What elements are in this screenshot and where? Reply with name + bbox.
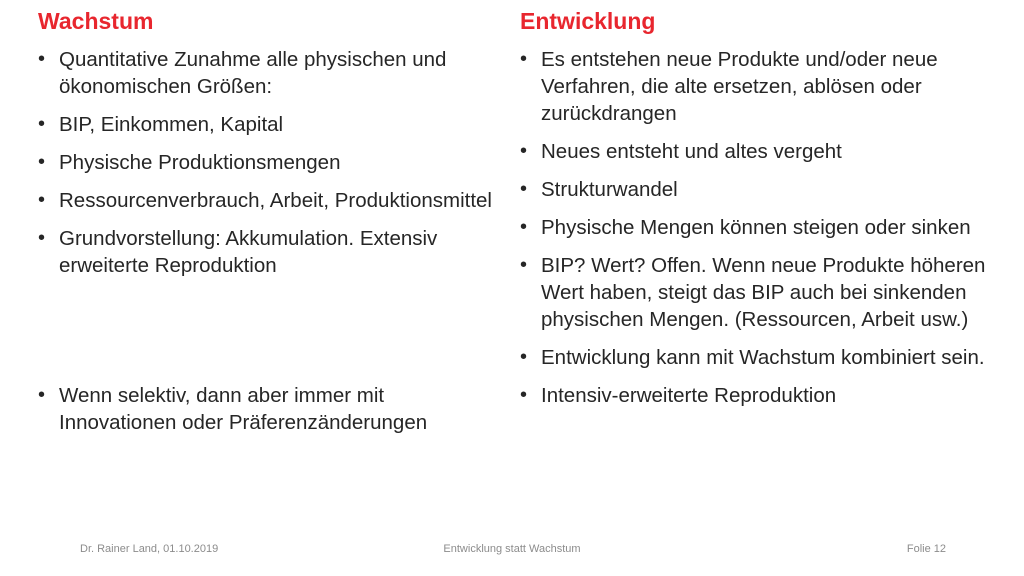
list-item: • Neues entsteht und altes vergeht — [520, 138, 1000, 165]
list-item: • Quantitative Zunahme alle physischen und ökonomischen Größen: — [38, 46, 500, 100]
footer-slide-number: Folie 12 — [906, 543, 946, 555]
list-item: • Physische Mengen können steigen oder sinken — [520, 214, 1000, 241]
list-item: • Wenn selektiv, dann aber immer mit Innovationen oder Präferenzänderungen — [38, 382, 500, 436]
right-heading: Entwicklung — [520, 8, 656, 34]
list-item: • Es entstehen neue Produkte und/oder neue Verfahren, die alte ersetzen, ablösen oder zurückdrangen — [520, 46, 1000, 127]
left-bullet-list — [38, 46, 500, 447]
list-item: • Grundvorstellung: Akkumulation. Extensiv erweiterte Reproduktion — [38, 225, 500, 279]
left-heading: Wachstum — [38, 8, 154, 34]
footer-author-date: Dr. Rainer Land, 01.10.2019 — [80, 543, 219, 555]
list-item: • Strukturwandel — [520, 176, 1000, 203]
list-item: • Intensiv-erweiterte Reproduktion — [520, 382, 1000, 409]
footer-title: Entwicklung statt Wachstum — [443, 543, 581, 555]
list-item: • Entwicklung kann mit Wachstum kombiniert sein. — [520, 344, 1000, 371]
list-item: • Physische Produktionsmengen — [38, 149, 500, 176]
list-item: • BIP, Einkommen, Kapital — [38, 111, 500, 138]
list-item: • BIP? Wert? Offen. Wenn neue Produkte höheren Wert haben, steigt das BIP auch bei sinkenden physischen Mengen. (Ressourcen, Arbeit usw.) — [520, 252, 1000, 333]
list-item: • Ressourcenverbrauch, Arbeit, Produktionsmittel — [38, 187, 500, 214]
right-bullet-list — [520, 46, 1000, 420]
